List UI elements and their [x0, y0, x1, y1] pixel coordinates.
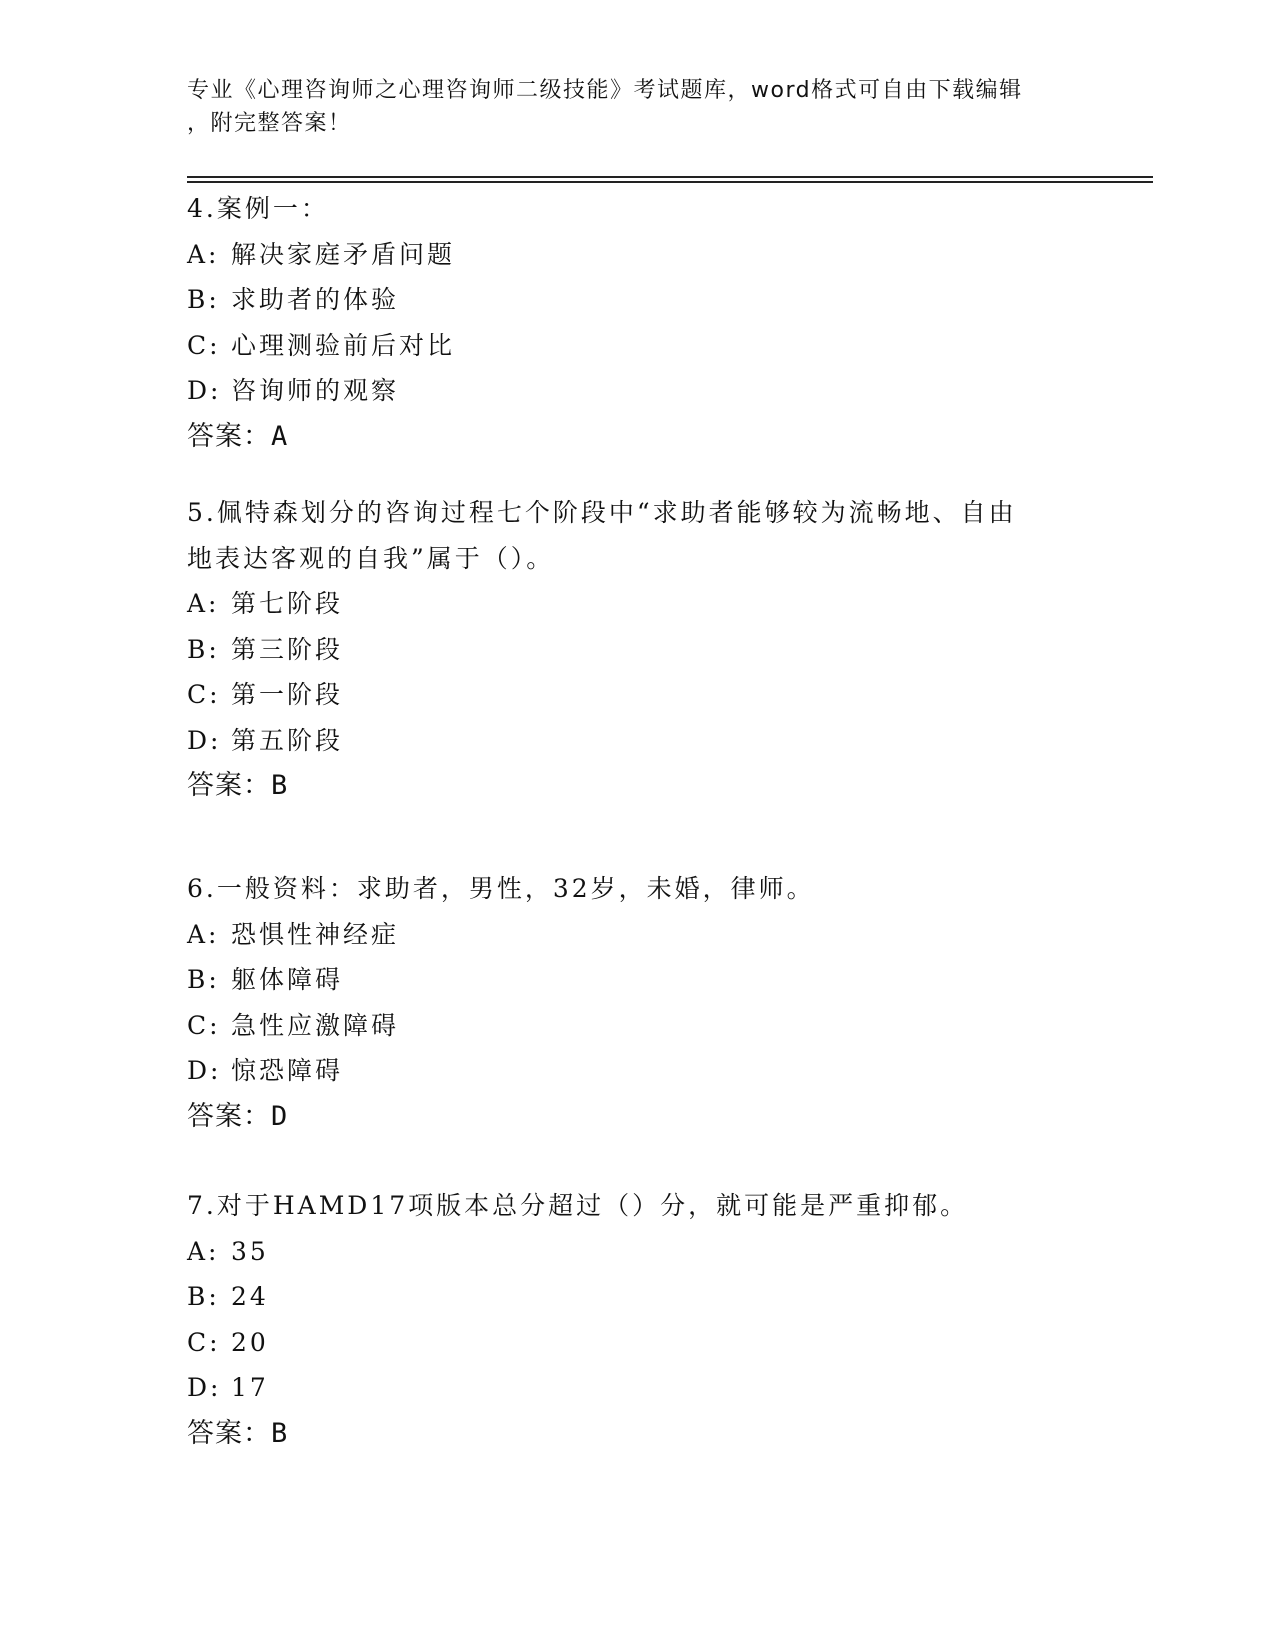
answer-line — [187, 414, 1087, 460]
question-stem: 6.一般资料：求助者，男性，32岁，未婚，律师。 — [187, 874, 815, 903]
option-letter: A: — [187, 239, 220, 269]
option-letter: B: — [187, 634, 220, 664]
answer-label: 答案： — [187, 1100, 271, 1132]
answer-line — [187, 1094, 1087, 1140]
answer-label: 答案： — [187, 770, 271, 801]
question-stem: 7.对于HAMD17项版本总分超过（）分，就可能是严重抑郁。 — [187, 1191, 969, 1220]
option-letter: C: — [187, 1327, 221, 1357]
option-text: 解决家庭矛盾问题 — [231, 239, 456, 269]
option-c — [187, 1003, 1087, 1049]
option-letter: B: — [187, 285, 220, 314]
header-line-1: 专业《心理咨询师之心理咨询师二级技能》考试题库，word格式可自由下载编辑 — [187, 78, 1023, 103]
answer-value: D — [271, 1100, 289, 1132]
option-text: 17 — [231, 1373, 269, 1402]
option-d — [187, 718, 1087, 764]
option-letter: D: — [187, 376, 222, 405]
answer-line — [187, 763, 1087, 809]
option-text: 第七阶段 — [231, 589, 344, 618]
option-d — [187, 368, 1087, 414]
option-a — [187, 232, 1087, 278]
option-text: 心理测验前后对比 — [231, 330, 456, 360]
option-c — [187, 1320, 1087, 1366]
option-text: 求助者的体验 — [231, 285, 400, 314]
option-letter: D: — [187, 1056, 222, 1085]
option-b — [187, 1274, 1087, 1320]
header-line-2: ，附完整答案！ — [187, 111, 352, 136]
answer-value: A — [271, 420, 289, 452]
question-7 — [187, 1183, 1087, 1456]
option-c — [187, 672, 1087, 718]
option-b — [187, 957, 1087, 1003]
option-text: 惊恐障碍 — [231, 1056, 344, 1085]
option-letter: A: — [187, 589, 220, 618]
answer-value: B — [271, 1417, 289, 1449]
header-divider-bottom — [187, 181, 1153, 183]
option-text: 恐惧性神经症 — [231, 919, 400, 949]
option-d — [187, 1365, 1087, 1411]
option-a — [187, 912, 1087, 958]
question-stem: 4.案例一： — [187, 194, 329, 223]
option-text: 躯体障碍 — [231, 965, 344, 994]
answer-value: B — [271, 770, 289, 801]
option-letter: C: — [187, 1010, 221, 1040]
option-a — [187, 581, 1087, 627]
answer-label: 答案： — [187, 420, 271, 452]
option-text: 急性应激障碍 — [231, 1010, 400, 1040]
header-divider-top — [187, 176, 1153, 178]
option-letter: C: — [187, 330, 221, 360]
option-letter: A: — [187, 919, 220, 949]
option-a — [187, 1229, 1087, 1275]
option-letter: D: — [187, 1373, 222, 1402]
question-stem: 5.佩特森划分的咨询过程七个阶段中“求助者能够较为流畅地、自由 — [187, 498, 1017, 527]
option-letter: B: — [187, 965, 220, 994]
option-c — [187, 323, 1087, 369]
option-b — [187, 277, 1087, 323]
option-letter: D: — [187, 725, 222, 755]
question-5 — [187, 490, 1087, 809]
question-stem-continued: 地表达客观的自我”属于（）。 — [187, 543, 555, 573]
document-header — [187, 74, 1087, 140]
question-6 — [187, 866, 1087, 1139]
option-d — [187, 1048, 1087, 1094]
option-b — [187, 627, 1087, 673]
option-text: 24 — [231, 1282, 269, 1311]
option-text: 第三阶段 — [231, 634, 344, 664]
option-letter: B: — [187, 1282, 220, 1311]
answer-line — [187, 1411, 1087, 1457]
option-letter: A: — [187, 1236, 220, 1266]
option-text: 咨询师的观察 — [231, 376, 400, 405]
answer-label: 答案： — [187, 1417, 271, 1449]
option-letter: C: — [187, 680, 221, 709]
option-text: 第一阶段 — [231, 680, 344, 709]
question-4 — [187, 186, 1087, 459]
option-text: 第五阶段 — [231, 725, 344, 755]
option-text: 20 — [231, 1327, 269, 1357]
option-text: 35 — [231, 1236, 269, 1266]
